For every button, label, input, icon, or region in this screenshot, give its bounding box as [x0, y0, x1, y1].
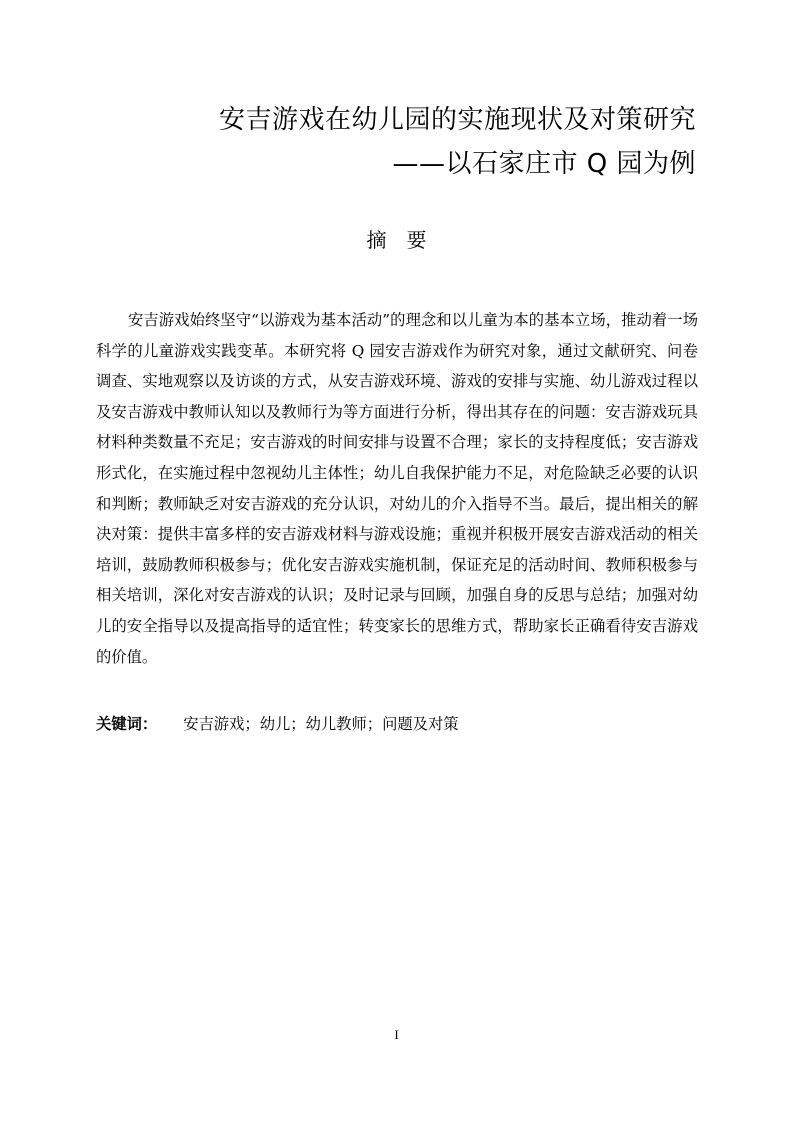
title-subtitle: ——以石家庄市 Q 园为例 [392, 149, 696, 179]
page-number: I [394, 1027, 399, 1042]
keywords-line [96, 712, 459, 736]
abstract-paragraph: 安吉游戏始终坚守“以游戏为基本活动”的理念和以儿童为本的基本立场，推动着一场科学的儿童游戏实践变革。本研究将 Q 园安吉游戏作为研究对象，通过文献研究、问卷调查、实地观察以及访谈的方式，从安吉游戏环境、游戏的安排与实施、幼儿游戏过程以及安吉游戏中教师认知以及教师行为等方面进行分析，得出其存在的问题：安吉游戏玩具材料种类数量不充足；安吉游戏的时间安排与设置不合理；家长的支持程度低；安吉游戏形式化，在实施过程中忽视幼儿主体性；幼儿自我保护能力不足，对危险缺乏必要的认识和判断；教师缺乏对安吉游戏的充分认识，对幼儿的介入指导不当。最后，提出相关的解决对策：提供丰富多样的安吉游戏材料与游戏设施；重视并积极开展安吉游戏活动的相关培训，鼓励教师积极参与；优化安吉游戏实施机制，保证充足的活动时间、教师积极参与相关培训，深化对安吉游戏的认识；及时记录与回顾，加强自身的反思与总结；加强对幼儿的安全指导以及提高指导的适宜性；转变家长的思维方式，帮助家长正确看待安吉游戏的价值。 [96, 311, 698, 666]
keywords-label: 关键词： [96, 715, 158, 733]
paper-title [219, 98, 696, 186]
title-main: 安吉游戏在幼儿园的实施现状及对策研究 [218, 105, 696, 135]
abstract-heading: 摘要 [366, 228, 447, 252]
keywords-value: 安吉游戏；幼儿；幼儿教师；问题及对策 [183, 715, 459, 733]
